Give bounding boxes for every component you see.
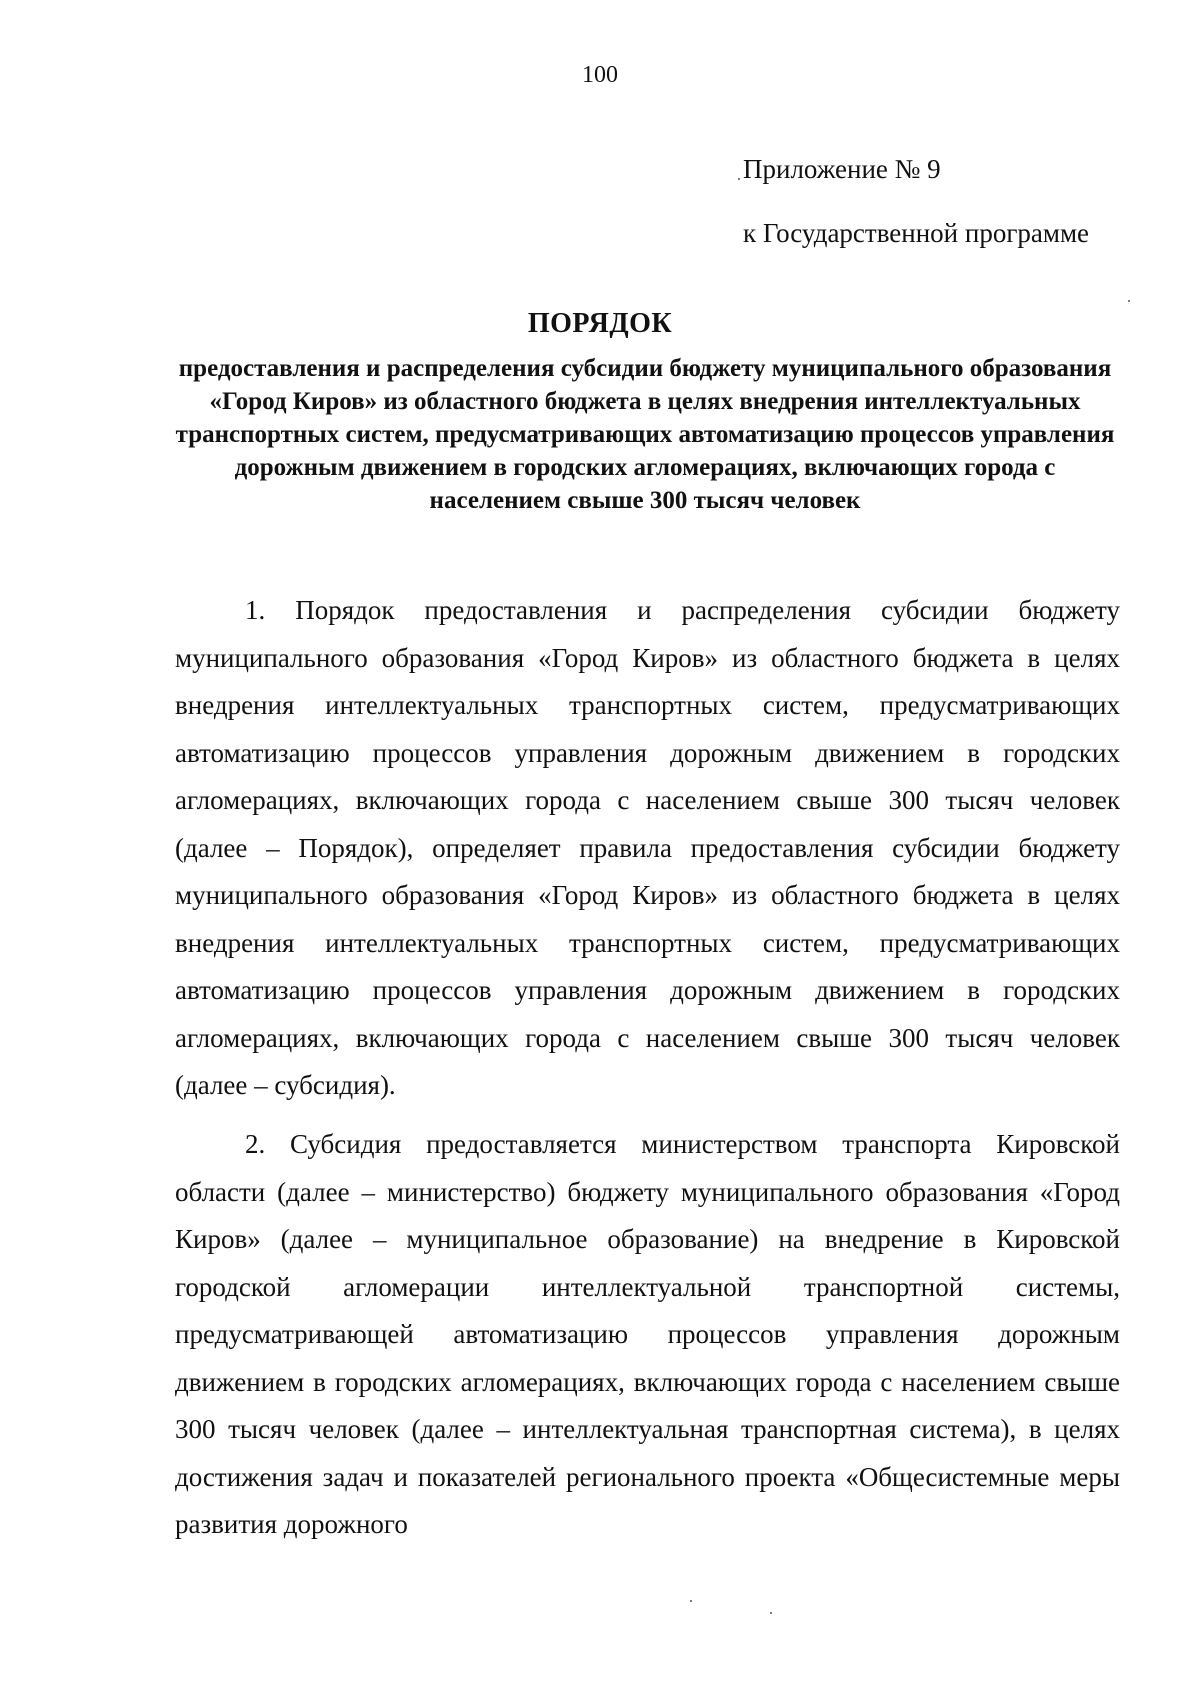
scan-artifact — [690, 1600, 692, 1602]
page-number: 100 — [582, 62, 618, 88]
document-title: ПОРЯДОК — [527, 308, 673, 339]
scan-artifact — [1128, 300, 1130, 302]
paragraph-2: 2. Субсидия предоставляется министерством транспорта Кировской области (далее – министерство) бюджету муниципального образования «Город Киров» (далее – муниципальное образование) на внедрение в Кировской городской агломерации интеллектуальной транспортной системы, предусматривающей автоматизацию процессов управления дорожным движением в городских агломерациях, включающих города с населением свыше 300 тысяч человек (далее – интеллектуальная транспортная система), в целях достижения задач и показателей регионального проекта «Общесистемные меры развития дорожного — [175, 1129, 1120, 1539]
annex-reference: к Государственной программе — [743, 218, 1090, 248]
scan-artifact — [770, 1612, 772, 1614]
document-subtitle: предоставления и распределения субсидии бюджету муниципального образования «Город Киров» из областного бюджета в целях внедрения интеллектуальных транспортных систем, предусматривающих автоматизацию процессов управления дорожным движением в городских агломерациях, включающих города с населением свыше 300 тысяч человек — [175, 355, 1115, 514]
paragraph-1: 1. Порядок предоставления и распределения субсидии бюджету муниципального образования «Город Киров» из областного бюджета в целях внедрения интеллектуальных транспортных систем, предусматривающих автоматизацию процессов управления дорожным движением в городских агломерациях, включающих города с населением свыше 300 тысяч человек (далее – Порядок), определяет правила предоставления субсидии бюджету муниципального образования «Город Киров» из областного бюджета в целях внедрения интеллектуальных транспортных систем, предусматривающих автоматизацию процессов управления дорожным движением в городских агломерациях, включающих города с населением свыше 300 тысяч человек (далее – субсидия). — [175, 595, 1120, 1100]
annex-number: Приложение № 9 — [743, 154, 941, 184]
scan-artifact — [738, 178, 740, 180]
